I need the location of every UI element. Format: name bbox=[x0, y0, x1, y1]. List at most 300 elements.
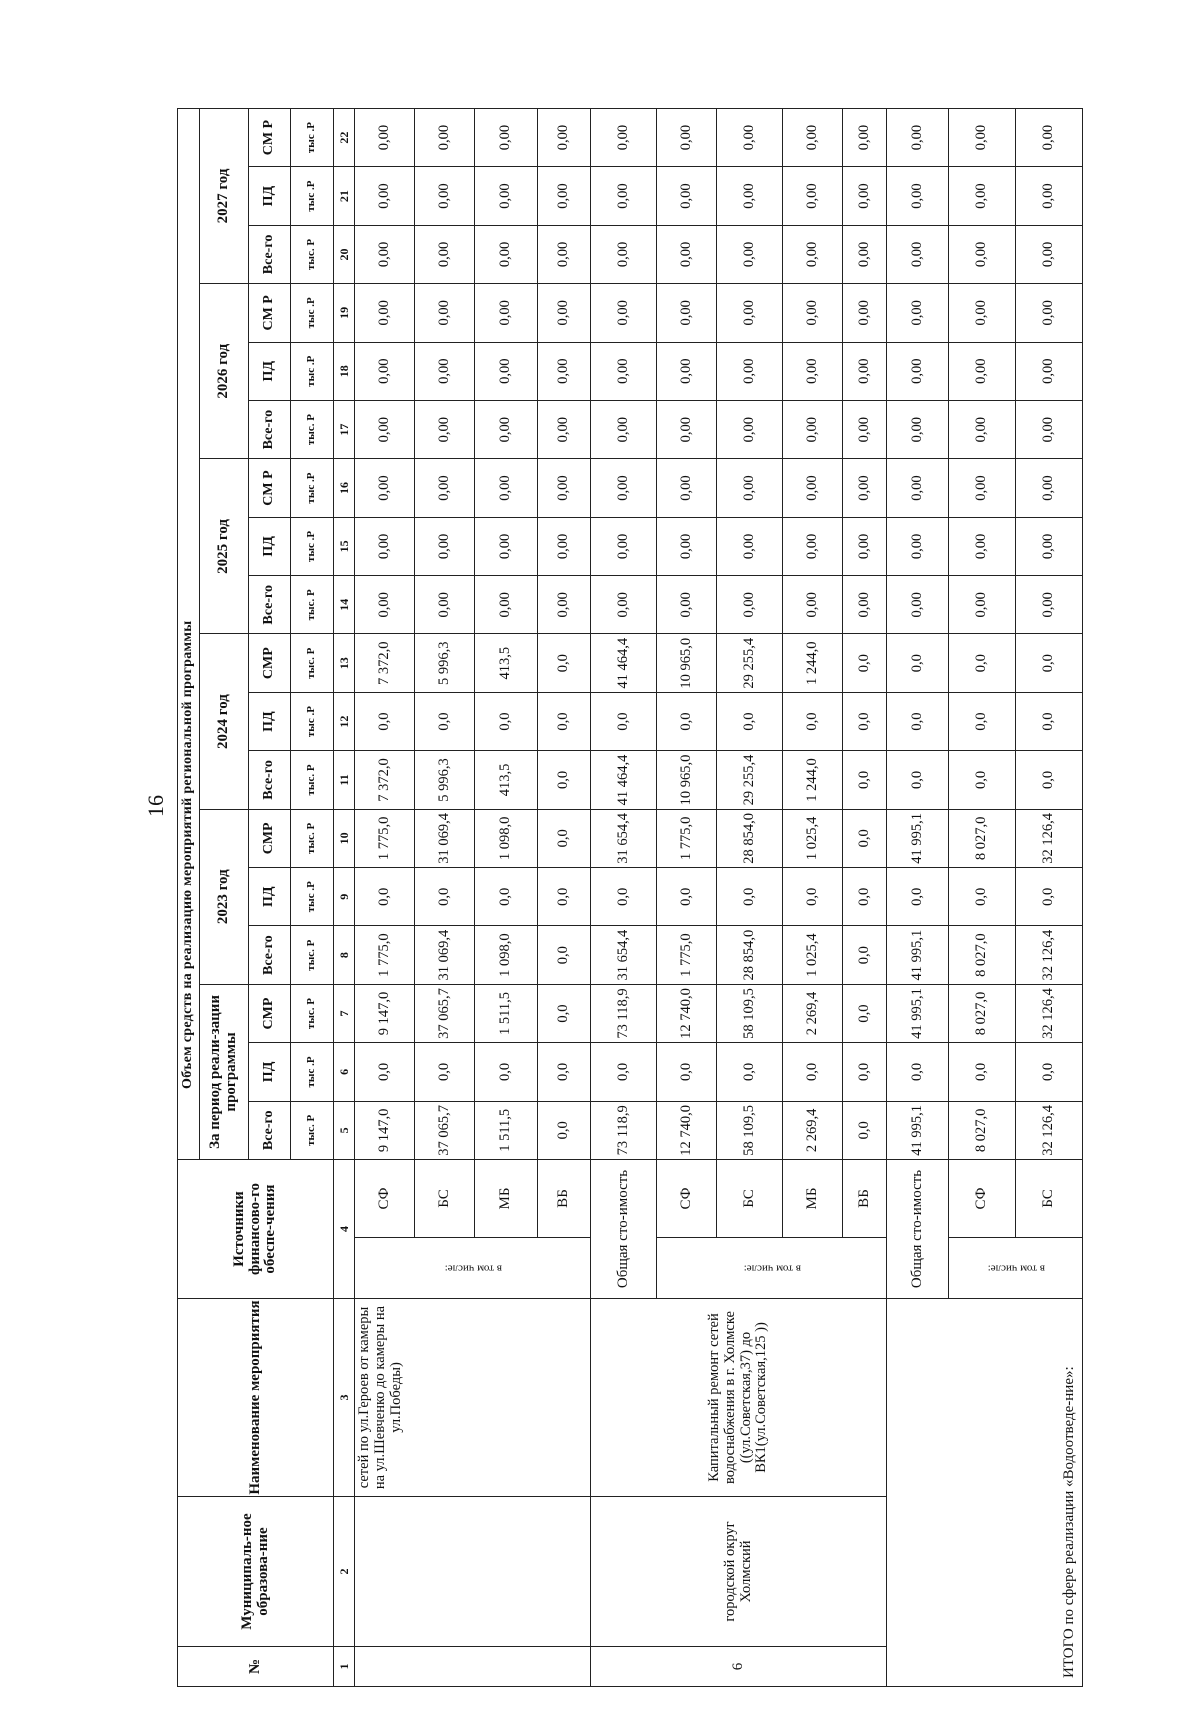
value-cell: 58 109,5 bbox=[717, 1101, 783, 1159]
column-number: 22 bbox=[334, 108, 355, 167]
value-cell: 1 775,0 bbox=[657, 809, 717, 867]
value-cell: 0,00 bbox=[475, 108, 538, 167]
source-label: БС bbox=[717, 1160, 783, 1238]
value-cell: 1 775,0 bbox=[657, 926, 717, 984]
source-label: МБ bbox=[783, 1160, 843, 1238]
header-unit: тыс .Р bbox=[291, 284, 334, 342]
rotated-page-content bbox=[143, 108, 1083, 1687]
value-cell: 0,00 bbox=[949, 576, 1016, 634]
value-cell: 0,00 bbox=[783, 284, 843, 342]
value-cell: 0,00 bbox=[887, 108, 949, 167]
value-cell: 0,0 bbox=[657, 868, 717, 926]
header-year: 2026 год bbox=[200, 284, 249, 459]
value-cell: 0,00 bbox=[949, 342, 1016, 400]
value-cell: 0,00 bbox=[355, 108, 415, 167]
value-cell: 0,00 bbox=[717, 342, 783, 400]
value-cell: 1 098,0 bbox=[475, 926, 538, 984]
value-cell: 0,00 bbox=[887, 517, 949, 575]
header-year: 2027 год bbox=[200, 108, 249, 283]
header-col-label: Все-го bbox=[249, 751, 291, 809]
value-cell: 0,0 bbox=[538, 751, 591, 809]
value-cell: 0,00 bbox=[887, 400, 949, 458]
value-cell: 8 027,0 bbox=[949, 809, 1016, 867]
value-cell: 8 027,0 bbox=[949, 926, 1016, 984]
column-number: 11 bbox=[334, 751, 355, 809]
value-cell: 0,00 bbox=[843, 517, 887, 575]
value-cell: 0,0 bbox=[657, 692, 717, 750]
value-cell: 29 255,4 bbox=[717, 634, 783, 692]
value-cell: 0,0 bbox=[843, 926, 887, 984]
value-cell: 0,00 bbox=[1016, 225, 1083, 283]
itogo-label: ИТОГО по сфере реализации «Водоотведе-ние»: bbox=[887, 1299, 1083, 1687]
value-cell: 0,0 bbox=[783, 868, 843, 926]
value-cell: 0,00 bbox=[1016, 459, 1083, 517]
value-cell: 0,00 bbox=[949, 400, 1016, 458]
value-cell: 0,00 bbox=[1016, 342, 1083, 400]
event-name: сетей по ул.Героев от камеры на ул.Шевченко до камеры на ул.Победы) bbox=[355, 1299, 591, 1497]
value-cell: 2 269,4 bbox=[783, 984, 843, 1042]
value-cell: 0,00 bbox=[475, 167, 538, 225]
value-cell: 0,00 bbox=[415, 284, 475, 342]
column-number: 7 bbox=[334, 984, 355, 1042]
table-row bbox=[887, 108, 949, 1686]
value-cell: 0,00 bbox=[538, 576, 591, 634]
column-number: 13 bbox=[334, 634, 355, 692]
value-cell: 0,0 bbox=[1016, 634, 1083, 692]
value-cell: 0,00 bbox=[591, 459, 657, 517]
value-cell: 413,5 bbox=[475, 751, 538, 809]
column-number: 1 bbox=[334, 1647, 355, 1687]
value-cell: 0,00 bbox=[887, 576, 949, 634]
municipality-cell: городской округ Холмский bbox=[591, 1497, 887, 1647]
value-cell: 0,0 bbox=[538, 1043, 591, 1101]
value-cell: 0,0 bbox=[415, 868, 475, 926]
value-cell: 0,00 bbox=[717, 284, 783, 342]
value-cell: 1 098,0 bbox=[475, 809, 538, 867]
funding-table bbox=[177, 108, 1083, 1687]
value-cell: 0,0 bbox=[949, 868, 1016, 926]
header-col-label: ПД bbox=[249, 517, 291, 575]
table-row bbox=[355, 108, 415, 1686]
header-col-label: СМ Р bbox=[249, 459, 291, 517]
value-cell: 0,00 bbox=[538, 225, 591, 283]
value-cell: 0,00 bbox=[717, 517, 783, 575]
header-year: 2025 год bbox=[200, 459, 249, 634]
value-cell: 28 854,0 bbox=[717, 926, 783, 984]
column-number: 12 bbox=[334, 692, 355, 750]
value-cell: 0,00 bbox=[783, 167, 843, 225]
value-cell: 0,00 bbox=[1016, 284, 1083, 342]
header-col-label: СМР bbox=[249, 809, 291, 867]
value-cell: 0,0 bbox=[887, 751, 949, 809]
value-cell: 0,0 bbox=[415, 692, 475, 750]
header-col-label: Все-го bbox=[249, 225, 291, 283]
value-cell: 0,0 bbox=[538, 692, 591, 750]
total-cost-label: Общая сто-имость bbox=[591, 1160, 657, 1299]
header-title: Объем средств на реализацию мероприятий региональной программы bbox=[178, 108, 200, 1159]
value-cell: 32 126,4 bbox=[1016, 984, 1083, 1042]
total-cost-label: Общая сто-имость bbox=[887, 1160, 949, 1299]
value-cell: 31 654,4 bbox=[591, 809, 657, 867]
value-cell: 0,00 bbox=[591, 108, 657, 167]
column-number: 21 bbox=[334, 167, 355, 225]
value-cell: 0,0 bbox=[843, 984, 887, 1042]
value-cell: 0,0 bbox=[538, 1101, 591, 1159]
value-cell: 0,00 bbox=[843, 167, 887, 225]
value-cell: 0,0 bbox=[355, 868, 415, 926]
source-label: СФ bbox=[355, 1160, 415, 1238]
value-cell: 0,00 bbox=[783, 517, 843, 575]
value-cell: 0,00 bbox=[783, 342, 843, 400]
value-cell: 0,00 bbox=[475, 342, 538, 400]
value-cell: 413,5 bbox=[475, 634, 538, 692]
value-cell: 0,00 bbox=[949, 459, 1016, 517]
value-cell: 0,00 bbox=[783, 108, 843, 167]
source-label: МБ bbox=[475, 1160, 538, 1238]
value-cell: 0,00 bbox=[843, 225, 887, 283]
row-number: 6 bbox=[591, 1647, 887, 1687]
header-col-label: СМР bbox=[249, 634, 291, 692]
value-cell: 31 654,4 bbox=[591, 926, 657, 984]
header-unit: тыс .Р bbox=[291, 342, 334, 400]
value-cell: 0,00 bbox=[355, 576, 415, 634]
value-cell: 0,00 bbox=[475, 459, 538, 517]
value-cell: 0,0 bbox=[591, 692, 657, 750]
value-cell: 0,00 bbox=[591, 400, 657, 458]
header-municipality: Муниципаль-ное образова-ние bbox=[178, 1497, 334, 1647]
source-label: БС bbox=[415, 1160, 475, 1238]
value-cell: 7 372,0 bbox=[355, 751, 415, 809]
value-cell: 0,0 bbox=[887, 634, 949, 692]
value-cell: 29 255,4 bbox=[717, 751, 783, 809]
header-year: 2024 год bbox=[200, 634, 249, 809]
header-col-label: ПД bbox=[249, 692, 291, 750]
value-cell: 0,00 bbox=[355, 400, 415, 458]
column-number: 18 bbox=[334, 342, 355, 400]
value-cell: 0,00 bbox=[591, 167, 657, 225]
value-cell: 10 965,0 bbox=[657, 634, 717, 692]
value-cell: 0,00 bbox=[657, 284, 717, 342]
value-cell: 0,0 bbox=[843, 809, 887, 867]
value-cell: 0,00 bbox=[415, 459, 475, 517]
header-col-label: ПД bbox=[249, 1043, 291, 1101]
value-cell: 32 126,4 bbox=[1016, 926, 1083, 984]
value-cell: 0,00 bbox=[355, 284, 415, 342]
value-cell: 0,00 bbox=[591, 342, 657, 400]
including-label: в том числе: bbox=[949, 1238, 1083, 1299]
value-cell: 1 775,0 bbox=[355, 926, 415, 984]
value-cell: 9 147,0 bbox=[355, 1101, 415, 1159]
value-cell: 0,00 bbox=[415, 342, 475, 400]
value-cell: 0,00 bbox=[1016, 108, 1083, 167]
value-cell: 0,0 bbox=[843, 751, 887, 809]
value-cell: 0,00 bbox=[355, 167, 415, 225]
value-cell: 0,00 bbox=[717, 576, 783, 634]
value-cell: 0,0 bbox=[591, 868, 657, 926]
value-cell: 37 065,7 bbox=[415, 1101, 475, 1159]
value-cell: 0,00 bbox=[538, 459, 591, 517]
value-cell: 0,00 bbox=[538, 342, 591, 400]
value-cell: 0,0 bbox=[1016, 1043, 1083, 1101]
header-unit: тыс .Р bbox=[291, 167, 334, 225]
value-cell: 10 965,0 bbox=[657, 751, 717, 809]
header-unit: тыс. Р bbox=[291, 1101, 334, 1159]
value-cell: 0,00 bbox=[1016, 400, 1083, 458]
source-label: БС bbox=[1016, 1160, 1083, 1238]
header-unit: тыс .Р bbox=[291, 692, 334, 750]
value-cell: 41 995,1 bbox=[887, 1101, 949, 1159]
value-cell: 0,00 bbox=[783, 225, 843, 283]
header-sources: Источники финансово-го обеспе-чения bbox=[178, 1160, 334, 1299]
value-cell: 0,00 bbox=[657, 576, 717, 634]
header-col-label: ПД bbox=[249, 868, 291, 926]
value-cell: 0,0 bbox=[591, 1043, 657, 1101]
value-cell: 0,00 bbox=[783, 400, 843, 458]
value-cell: 0,0 bbox=[355, 1043, 415, 1101]
value-cell: 28 854,0 bbox=[717, 809, 783, 867]
column-number: 8 bbox=[334, 926, 355, 984]
header-col-label: СМР bbox=[249, 984, 291, 1042]
value-cell: 31 069,4 bbox=[415, 809, 475, 867]
value-cell: 0,00 bbox=[717, 459, 783, 517]
value-cell: 0,00 bbox=[949, 108, 1016, 167]
value-cell: 41 995,1 bbox=[887, 926, 949, 984]
value-cell: 0,0 bbox=[843, 634, 887, 692]
value-cell: 0,00 bbox=[783, 576, 843, 634]
value-cell: 0,0 bbox=[538, 868, 591, 926]
source-label: ВБ bbox=[843, 1160, 887, 1238]
column-number: 14 bbox=[334, 576, 355, 634]
value-cell: 8 027,0 bbox=[949, 984, 1016, 1042]
column-number: 3 bbox=[334, 1299, 355, 1497]
value-cell: 0,00 bbox=[475, 576, 538, 634]
value-cell: 0,00 bbox=[475, 400, 538, 458]
value-cell: 32 126,4 bbox=[1016, 1101, 1083, 1159]
value-cell: 0,00 bbox=[355, 225, 415, 283]
value-cell: 41 995,1 bbox=[887, 809, 949, 867]
including-label: в том числе: bbox=[355, 1238, 591, 1299]
value-cell: 0,0 bbox=[843, 868, 887, 926]
value-cell: 0,0 bbox=[843, 1043, 887, 1101]
value-cell: 41 995,1 bbox=[887, 984, 949, 1042]
header-col-label: СМ Р bbox=[249, 284, 291, 342]
value-cell: 0,0 bbox=[538, 984, 591, 1042]
value-cell: 7 372,0 bbox=[355, 634, 415, 692]
value-cell: 0,00 bbox=[657, 167, 717, 225]
column-number: 15 bbox=[334, 517, 355, 575]
column-number: 16 bbox=[334, 459, 355, 517]
value-cell: 0,00 bbox=[415, 400, 475, 458]
value-cell: 0,0 bbox=[1016, 692, 1083, 750]
value-cell: 0,00 bbox=[887, 342, 949, 400]
header-year: 2023 год bbox=[200, 809, 249, 984]
value-cell: 0,00 bbox=[657, 225, 717, 283]
value-cell: 0,00 bbox=[887, 459, 949, 517]
header-numbers-row bbox=[334, 108, 355, 1686]
header-unit: тыс .Р bbox=[291, 1043, 334, 1101]
value-cell: 0,00 bbox=[415, 167, 475, 225]
value-cell: 0,0 bbox=[843, 692, 887, 750]
header-col-label: ПД bbox=[249, 342, 291, 400]
header-unit: тыс .Р bbox=[291, 108, 334, 167]
value-cell: 0,00 bbox=[887, 225, 949, 283]
value-cell: 41 464,4 bbox=[591, 751, 657, 809]
value-cell: 0,0 bbox=[843, 1101, 887, 1159]
column-number: 19 bbox=[334, 284, 355, 342]
value-cell: 0,00 bbox=[415, 225, 475, 283]
column-number: 9 bbox=[334, 868, 355, 926]
value-cell: 0,0 bbox=[949, 751, 1016, 809]
value-cell: 0,00 bbox=[843, 284, 887, 342]
header-unit: тыс. Р bbox=[291, 751, 334, 809]
value-cell: 0,00 bbox=[591, 576, 657, 634]
value-cell: 0,00 bbox=[717, 400, 783, 458]
column-number: 17 bbox=[334, 400, 355, 458]
value-cell: 0,0 bbox=[538, 926, 591, 984]
value-cell: 0,00 bbox=[415, 108, 475, 167]
value-cell: 0,00 bbox=[475, 517, 538, 575]
value-cell: 8 027,0 bbox=[949, 1101, 1016, 1159]
header-unit: тыс. Р bbox=[291, 576, 334, 634]
value-cell: 0,0 bbox=[949, 1043, 1016, 1101]
value-cell: 0,00 bbox=[843, 342, 887, 400]
column-number: 10 bbox=[334, 809, 355, 867]
value-cell: 0,00 bbox=[843, 108, 887, 167]
value-cell: 0,0 bbox=[1016, 751, 1083, 809]
header-col-label: Все-го bbox=[249, 1101, 291, 1159]
value-cell: 0,0 bbox=[538, 634, 591, 692]
row-number bbox=[355, 1647, 591, 1687]
value-cell: 0,0 bbox=[657, 1043, 717, 1101]
value-cell: 0,0 bbox=[887, 1043, 949, 1101]
value-cell: 0,00 bbox=[949, 517, 1016, 575]
value-cell: 1 025,4 bbox=[783, 926, 843, 984]
value-cell: 12 740,0 bbox=[657, 1101, 717, 1159]
value-cell: 0,0 bbox=[717, 692, 783, 750]
value-cell: 0,00 bbox=[657, 108, 717, 167]
value-cell: 0,00 bbox=[1016, 167, 1083, 225]
value-cell: 0,0 bbox=[1016, 868, 1083, 926]
source-label: СФ bbox=[657, 1160, 717, 1238]
value-cell: 0,00 bbox=[657, 459, 717, 517]
value-cell: 58 109,5 bbox=[717, 984, 783, 1042]
value-cell: 0,00 bbox=[657, 400, 717, 458]
page-number: 16 bbox=[143, 795, 168, 817]
header-unit: тыс .Р bbox=[291, 459, 334, 517]
value-cell: 73 118,9 bbox=[591, 1101, 657, 1159]
value-cell: 73 118,9 bbox=[591, 984, 657, 1042]
value-cell: 5 996,3 bbox=[415, 634, 475, 692]
value-cell: 0,00 bbox=[475, 284, 538, 342]
source-label: СФ bbox=[949, 1160, 1016, 1238]
value-cell: 0,00 bbox=[538, 167, 591, 225]
municipality-cell bbox=[355, 1497, 591, 1647]
value-cell: 0,00 bbox=[949, 167, 1016, 225]
value-cell: 0,0 bbox=[538, 809, 591, 867]
value-cell: 0,0 bbox=[783, 692, 843, 750]
column-number: 4 bbox=[334, 1160, 355, 1299]
value-cell: 0,00 bbox=[538, 400, 591, 458]
value-cell: 0,0 bbox=[949, 634, 1016, 692]
value-cell: 0,00 bbox=[355, 459, 415, 517]
value-cell: 0,00 bbox=[843, 576, 887, 634]
value-cell: 0,00 bbox=[717, 167, 783, 225]
value-cell: 41 464,4 bbox=[591, 634, 657, 692]
value-cell: 0,0 bbox=[783, 1043, 843, 1101]
header-unit: тыс .Р bbox=[291, 517, 334, 575]
value-cell: 0,00 bbox=[783, 459, 843, 517]
column-number: 5 bbox=[334, 1101, 355, 1159]
header-unit: тыс. Р bbox=[291, 225, 334, 283]
value-cell: 0,0 bbox=[717, 1043, 783, 1101]
header-unit: тыс. Р bbox=[291, 926, 334, 984]
value-cell: 0,0 bbox=[475, 868, 538, 926]
value-cell: 0,00 bbox=[475, 225, 538, 283]
header-col-label: Все-го bbox=[249, 400, 291, 458]
column-number: 20 bbox=[334, 225, 355, 283]
value-cell: 0,0 bbox=[475, 692, 538, 750]
value-cell: 0,00 bbox=[843, 459, 887, 517]
value-cell: 9 147,0 bbox=[355, 984, 415, 1042]
column-number: 6 bbox=[334, 1043, 355, 1101]
value-cell: 37 065,7 bbox=[415, 984, 475, 1042]
header-unit: тыс. Р bbox=[291, 809, 334, 867]
value-cell: 0,0 bbox=[355, 692, 415, 750]
value-cell: 32 126,4 bbox=[1016, 809, 1083, 867]
header-unit: тыс. Р bbox=[291, 634, 334, 692]
header-col-label: Все-го bbox=[249, 576, 291, 634]
value-cell: 0,00 bbox=[591, 517, 657, 575]
value-cell: 0,00 bbox=[538, 108, 591, 167]
value-cell: 0,0 bbox=[475, 1043, 538, 1101]
value-cell: 0,00 bbox=[355, 342, 415, 400]
value-cell: 0,00 bbox=[538, 284, 591, 342]
header-unit: тыс. Р bbox=[291, 984, 334, 1042]
table-row bbox=[591, 108, 657, 1686]
header-col-label: Все-го bbox=[249, 926, 291, 984]
value-cell: 1 775,0 bbox=[355, 809, 415, 867]
value-cell: 0,00 bbox=[591, 284, 657, 342]
header-event-name: Наименование мероприятия bbox=[178, 1299, 334, 1497]
value-cell: 0,00 bbox=[843, 400, 887, 458]
header-period: За период реали-зации программы bbox=[200, 984, 249, 1159]
value-cell: 0,00 bbox=[1016, 517, 1083, 575]
header-col-label: ПД bbox=[249, 167, 291, 225]
value-cell: 0,0 bbox=[887, 868, 949, 926]
value-cell: 0,0 bbox=[887, 692, 949, 750]
header-unit: тыс. Р bbox=[291, 400, 334, 458]
value-cell: 0,00 bbox=[887, 284, 949, 342]
event-name: Капитальный ремонт сетей водоснабжения в г. Холмске ((ул.Советская,37) до ВК1(ул.Советская,125 )) bbox=[591, 1299, 887, 1497]
value-cell: 1 511,5 bbox=[475, 984, 538, 1042]
value-cell: 0,00 bbox=[1016, 576, 1083, 634]
value-cell: 0,0 bbox=[949, 692, 1016, 750]
value-cell: 0,00 bbox=[415, 576, 475, 634]
value-cell: 0,00 bbox=[355, 517, 415, 575]
value-cell: 0,0 bbox=[415, 1043, 475, 1101]
value-cell: 0,00 bbox=[887, 167, 949, 225]
value-cell: 1 244,0 bbox=[783, 634, 843, 692]
value-cell: 0,00 bbox=[949, 284, 1016, 342]
value-cell: 0,00 bbox=[591, 225, 657, 283]
value-cell: 0,00 bbox=[657, 517, 717, 575]
column-number: 2 bbox=[334, 1497, 355, 1647]
value-cell: 0,00 bbox=[538, 517, 591, 575]
value-cell: 0,00 bbox=[717, 225, 783, 283]
value-cell: 0,00 bbox=[415, 517, 475, 575]
value-cell: 31 069,4 bbox=[415, 926, 475, 984]
value-cell: 0,0 bbox=[717, 868, 783, 926]
